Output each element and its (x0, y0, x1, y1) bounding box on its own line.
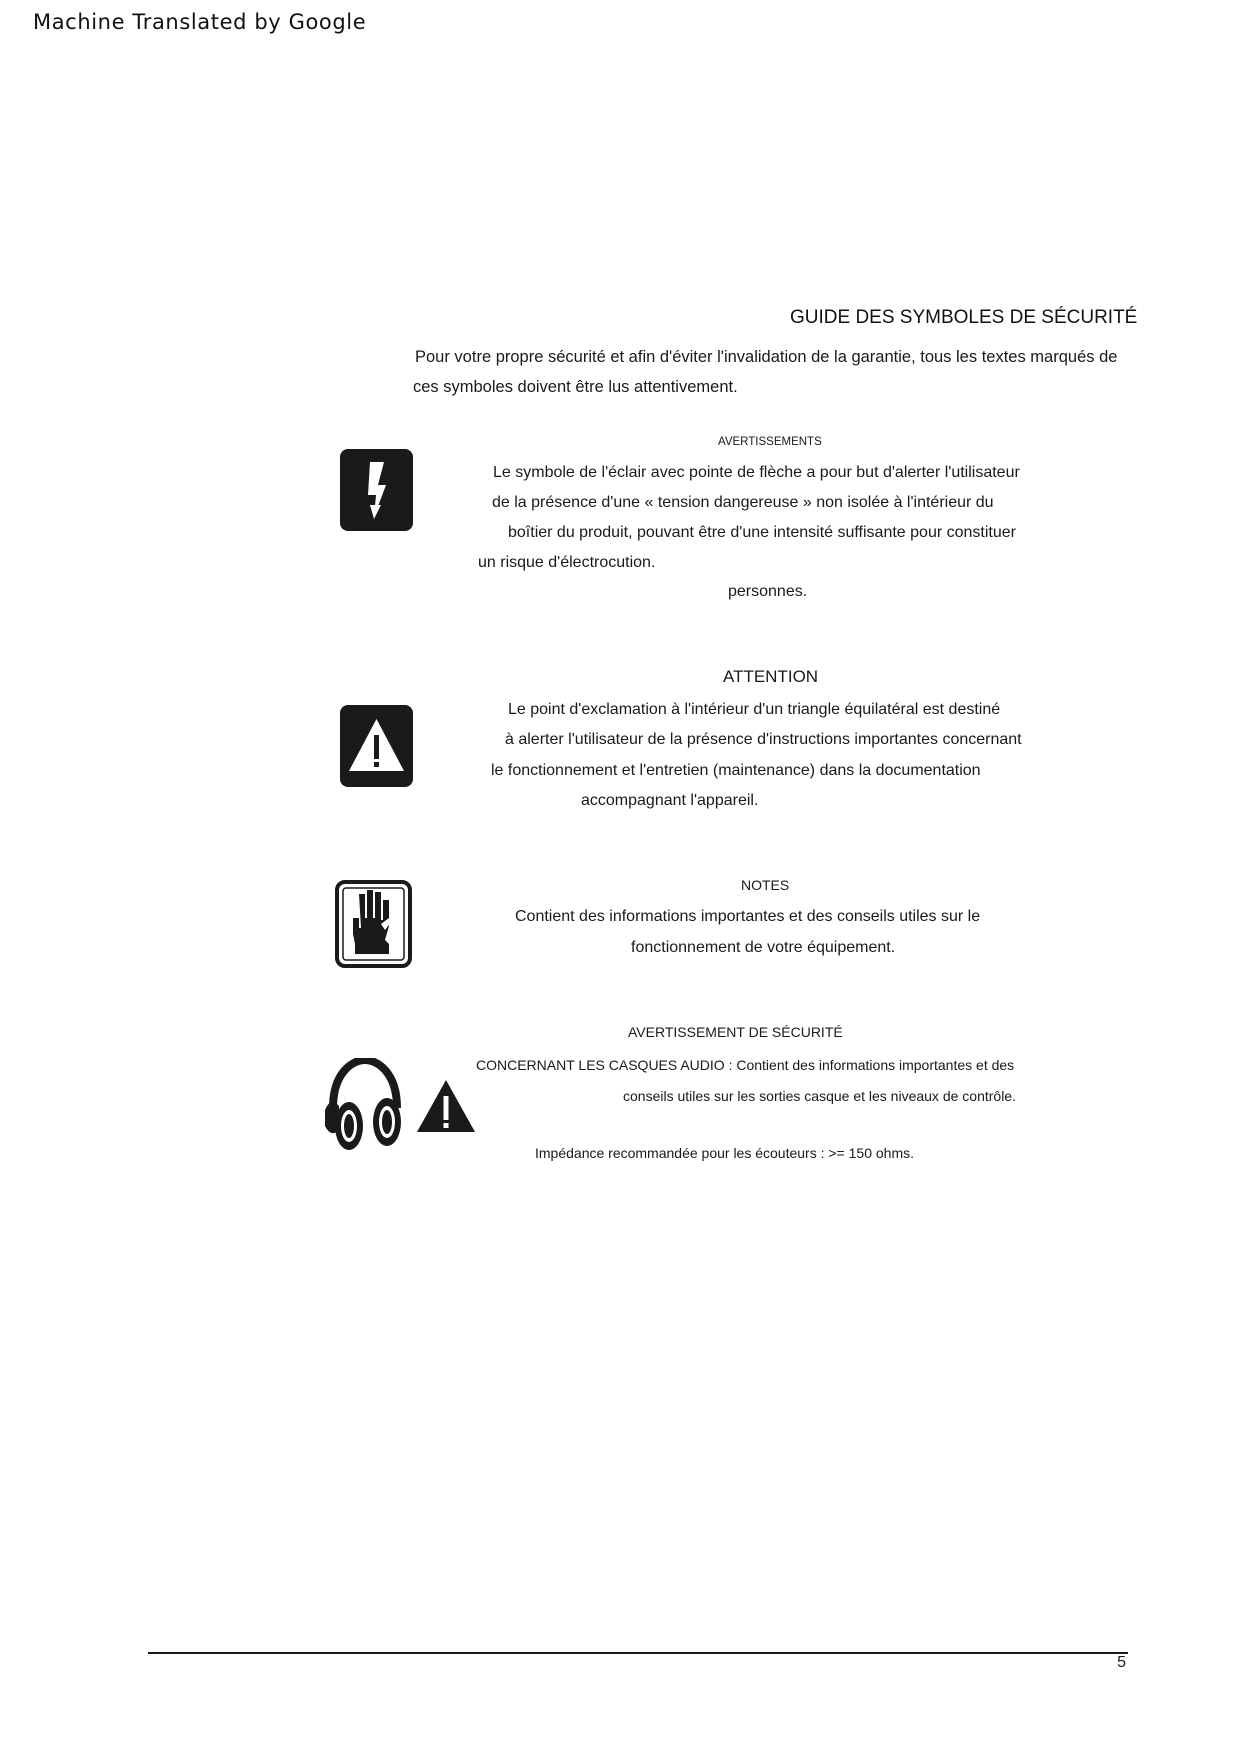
notes-line-2: fonctionnement de votre équipement. (631, 939, 896, 956)
warnings-heading: AVERTISSEMENTS (718, 436, 822, 448)
warnings-line-1: Le symbole de l'éclair avec pointe de flèche a pour but d'alerter l'utilisateur (493, 464, 1020, 481)
page-title: GUIDE DES SYMBOLES DE SÉCURITÉ (790, 307, 1138, 328)
headphones-heading: AVERTISSEMENT DE SÉCURITÉ (628, 1024, 843, 1040)
warnings-line-4: un risque d'électrocution. (478, 554, 656, 571)
headphones-line-1: CONCERNANT LES CASQUES AUDIO : Contient des informations importantes et des (476, 1057, 1015, 1073)
warnings-line-2: de la présence d'une « tension dangereuse » non isolée à l'intérieur du (492, 494, 994, 511)
intro-line-1: Pour votre propre sécurité et afin d'éviter l'invalidation de la garantie, tous les textes marqués de (415, 348, 1118, 366)
caution-line-4: accompagnant l'appareil. (581, 792, 759, 809)
hand-icon (335, 880, 412, 968)
footer-rule (148, 1652, 1128, 1654)
notes-heading: NOTES (741, 877, 790, 893)
caution-line-2: à alerter l'utilisateur de la présence d'instructions importantes concernant (505, 731, 1022, 748)
caution-line-3: le fonctionnement et l'entretien (maintenance) dans la documentation (491, 762, 981, 779)
caution-line-1: Le point d'exclamation à l'intérieur d'un triangle équilatéral est destiné (508, 701, 1001, 718)
warnings-line-3: boîtier du produit, pouvant être d'une intensité suffisante pour constituer (508, 524, 1016, 541)
exclamation-triangle-icon (340, 705, 413, 787)
headphones-warning-icon (323, 1058, 479, 1152)
intro-line-2: ces symboles doivent être lus attentivement. (413, 378, 738, 396)
page-number: 5 (1117, 1654, 1126, 1671)
notes-line-1: Contient des informations importantes et des conseils utiles sur le (515, 908, 981, 925)
headphones-line-2: conseils utiles sur les sorties casque et les niveaux de contrôle. (623, 1088, 1016, 1104)
warnings-line-5: personnes. (728, 583, 808, 600)
caution-heading: ATTENTION (723, 667, 819, 686)
machine-translation-banner: Machine Translated by Google (33, 10, 367, 34)
lightning-bolt-icon (340, 449, 413, 531)
headphones-impedance-line: Impédance recommandée pour les écouteurs : >= 150 ohms. (535, 1145, 914, 1161)
